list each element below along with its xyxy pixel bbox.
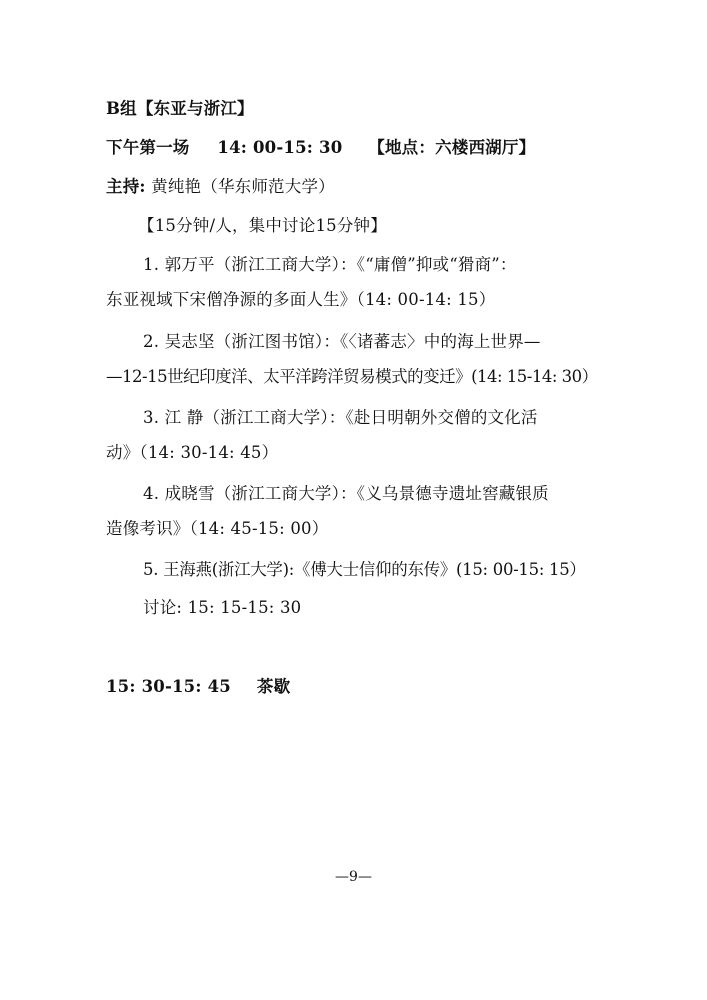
chair-label: 主持:	[106, 177, 146, 196]
session-location: 【地点：六楼西湖厅】	[368, 138, 536, 157]
talk-1-line-1: 1. 郭万平（浙江工商大学）：《“庸僧”抑或“猾商”：	[143, 255, 517, 274]
talk-2-line-1: 2. 吴志坚（浙江图书馆）：《〈诸蕃志〉中的海上世界—	[143, 332, 541, 351]
session-title: 下午第一场	[106, 138, 190, 157]
tea-break-label: 茶歇	[256, 677, 291, 696]
talk-1-line-2: 东亚视域下宋僧净源的多面人生》（14: 00-14: 15）	[106, 290, 496, 309]
page-number: —9—	[335, 869, 372, 885]
group-title: B组【东亚与浙江】	[106, 99, 254, 118]
talk-2-line-2: —12-15世纪印度洋、太平洋跨洋贸易模式的变迁》(14: 15-14: 30）	[106, 367, 598, 386]
session-header	[106, 137, 535, 159]
talk-4-line-2: 造像考识》（14: 45-15: 00）	[106, 519, 329, 538]
talk-3-line-1: 3. 江 静（浙江工商大学）：《赴日明朝外交僧的文化活	[143, 408, 538, 427]
chair-line	[106, 176, 335, 198]
talk-5-line-1: 5. 王海燕(浙江大学):《傅大士信仰的东传》(15: 00-15: 15）	[143, 560, 586, 579]
talk-3-line-2: 动》（14: 30-14: 45）	[106, 443, 279, 462]
discussion-line: 讨论: 15: 15-15: 30	[143, 598, 302, 617]
tea-break-time: 15: 30-15: 45	[106, 677, 231, 696]
talk-4-line-1: 4. 成晓雪（浙江工商大学）：《义乌景德寺遗址窖藏银质	[143, 484, 549, 503]
session-time: 14: 00-15: 30	[217, 138, 343, 157]
chair-name: 黄纯艳（华东师范大学）	[151, 177, 335, 196]
time-rule: 【15分钟/人，集中讨论15分钟】	[138, 216, 387, 235]
tea-break-line	[106, 676, 290, 698]
